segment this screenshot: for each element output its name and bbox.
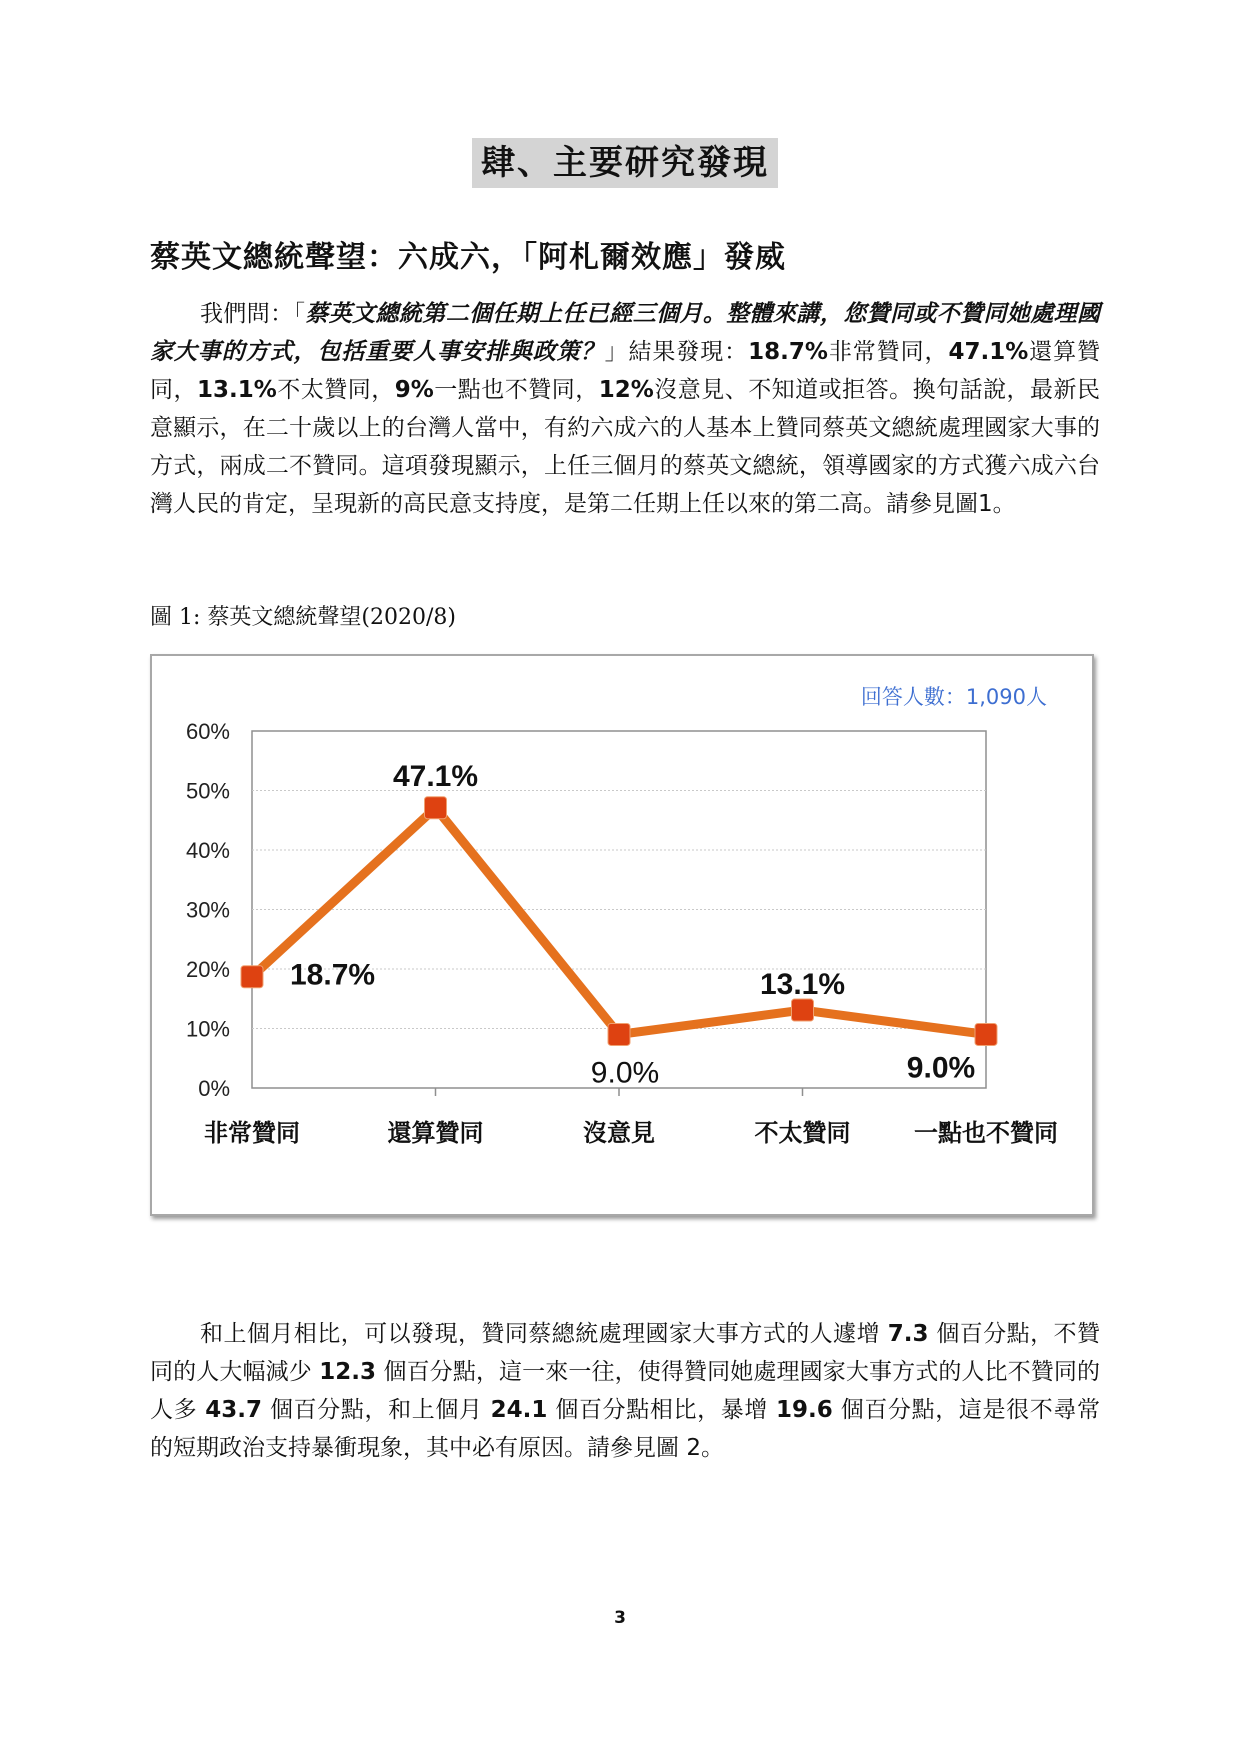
value-somewhat-approve: 47.1% (948, 339, 1029, 365)
approval-line-chart (152, 656, 1092, 1214)
paragraph-1-close: 」結果發現： (604, 339, 749, 365)
value-strongly-approve: 18.7% (748, 339, 828, 365)
paragraph-2-end: 。 (700, 1435, 724, 1461)
value-somewhat-disapprove: 13.1% (196, 377, 277, 403)
paragraph-2-n5: 19.6 (775, 1397, 833, 1423)
page-number: 3 (614, 1608, 626, 1628)
paragraph-2-s3: 個百分點，這一來一往，使得贊同她處理國家大事方式的人比不贊同的人多 (150, 1359, 1101, 1423)
text-somewhat-approve: 還算贊同， (150, 339, 1101, 403)
value-no-opinion: 12% (598, 377, 654, 403)
data-label: 18.7% (290, 958, 376, 992)
y-tick-label: 60% (185, 719, 230, 744)
data-point-marker (425, 797, 447, 819)
y-tick-label: 50% (185, 778, 230, 804)
value-strongly-disapprove: 9% (394, 377, 434, 403)
paragraph-2 (150, 1315, 1100, 1467)
chart-frame (150, 654, 1094, 1216)
text-somewhat-disapprove: 不太贊同， (276, 377, 395, 403)
data-point-marker (608, 1023, 630, 1045)
x-category-label: 不太贊同 (754, 1119, 851, 1147)
paragraph-2-s2: 個百分點，不贊同的人大幅減少 (150, 1321, 1101, 1385)
y-tick-label: 30% (185, 897, 230, 923)
paragraph-2-n3: 43.7 (205, 1397, 262, 1423)
data-label: 47.1% (392, 759, 479, 793)
survey-question: 蔡英文總統第二個任期上任已經三個月。整體來講，您贊同或不贊同她處理國家大事的方式，包括重要人事安排與政策？ (150, 301, 1101, 365)
text-no-opinion: 沒意見、不知道或拒答。換句話說，最新民意顯示，在二十歲以上的台灣人當中，有約六成六的人基本上贊同蔡英文總統處理國家大事的方式，兩成二不贊同。這項發現顯示，上任三個月的蔡英文總統，領導國家的方式獲六成六台灣人民的肯定，呈現新的高民意支持度，是第二任期上任以來的第二高。請參見圖 (150, 377, 1101, 517)
series-line (252, 808, 986, 1035)
data-point-marker (792, 999, 814, 1021)
respondent-count-annotation: 回答人數：1,090人 (860, 685, 1047, 709)
paragraph-2-s4: 個百分點，和上個月 (269, 1397, 483, 1423)
x-category-label: 沒意見 (583, 1119, 655, 1147)
figure-ref-2: 2 (686, 1435, 701, 1461)
figure-ref-1: 1 (978, 491, 993, 517)
data-label: 13.1% (759, 968, 846, 1002)
data-point-marker (241, 966, 263, 988)
paragraph-2-n1: 7.3 (887, 1321, 929, 1347)
data-label: 9.0% (906, 1051, 976, 1085)
section-title: 肆、主要研究發現 (472, 138, 778, 188)
y-tick-label: 10% (185, 1016, 230, 1042)
y-tick-label: 20% (185, 957, 230, 982)
x-category-label: 一點也不贊同 (914, 1119, 1058, 1147)
paragraph-2-n2: 12.3 (319, 1359, 377, 1385)
data-label: 9.0% (590, 1056, 660, 1090)
paragraph-2-n4: 24.1 (490, 1397, 548, 1423)
x-category-label: 還算贊同 (387, 1119, 484, 1147)
text-strongly-approve: 非常贊同， (827, 339, 949, 365)
paragraph-1-end: 。 (992, 491, 1016, 517)
paragraph-2-s1: 和上個月相比，可以發現，贊同蔡總統處理國家大事方式的人遽增 (200, 1321, 881, 1347)
paragraph-1 (150, 295, 1100, 523)
paragraph-1-intro: 我們問：「 (200, 301, 306, 327)
paragraph-2-s6: 個百分點，這是很不尋常的短期政治支持暴衝現象，其中必有原因。請參見圖 (150, 1397, 1101, 1461)
figure-caption: 圖 1: 蔡英文總統聲望(2020/8) (150, 605, 456, 630)
paragraph-2-s5: 個百分點相比，暴增 (555, 1397, 769, 1423)
y-tick-label: 40% (185, 838, 230, 863)
x-category-label: 非常贊同 (204, 1119, 300, 1147)
text-strongly-disapprove: 一點也不贊同， (433, 377, 599, 403)
data-point-marker (975, 1023, 997, 1045)
y-tick-label: 0% (198, 1076, 230, 1101)
headline: 蔡英文總統聲望：六成六，「阿札爾效應」發威 (150, 240, 786, 275)
